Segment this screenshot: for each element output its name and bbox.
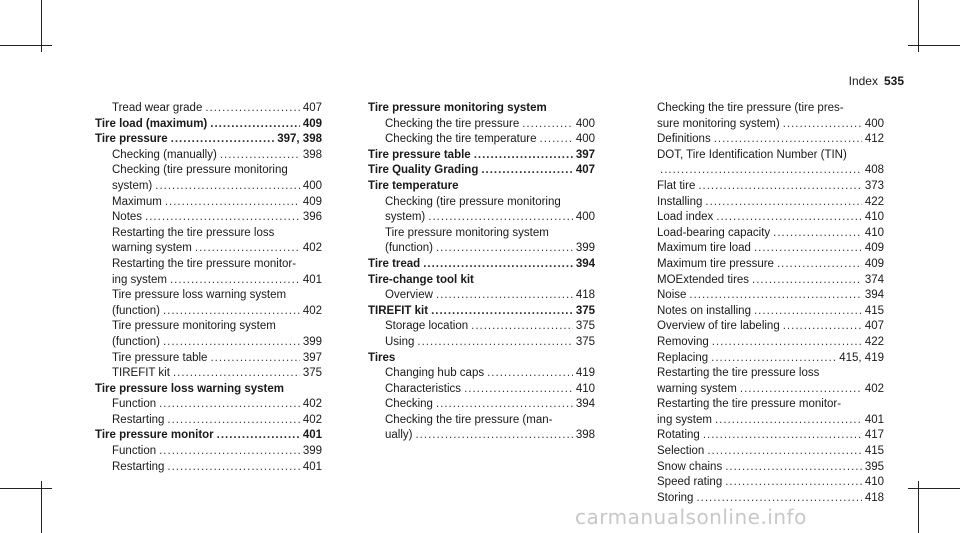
index-entry bbox=[368, 101, 595, 117]
index-entry bbox=[657, 210, 884, 226]
entry-term: Maximum tire pressure bbox=[657, 257, 774, 270]
entry-term: Checking (manually) bbox=[112, 148, 217, 161]
entry-term: Changing hub caps bbox=[385, 367, 485, 380]
index-entry bbox=[95, 273, 322, 289]
dot-leader bbox=[464, 382, 573, 398]
entry-term: Using bbox=[385, 335, 415, 348]
crop-mark bbox=[41, 481, 42, 533]
index-entry bbox=[368, 117, 595, 133]
entry-page-ref: 415, 419 bbox=[839, 351, 884, 364]
entry-term: Restarting bbox=[112, 413, 165, 426]
dot-leader bbox=[703, 428, 862, 444]
entry-term: warning system bbox=[657, 382, 737, 395]
entry-page-ref: 407 bbox=[302, 102, 322, 114]
page-number: 535 bbox=[883, 74, 904, 88]
entry-term: Selection bbox=[657, 445, 705, 458]
index-entry bbox=[95, 397, 322, 413]
entry-term: Function bbox=[112, 445, 157, 458]
entry-term: Rotating bbox=[657, 429, 700, 442]
entry-term: Restarting the tire pressure loss bbox=[657, 367, 820, 380]
index-entry bbox=[95, 132, 322, 148]
index-entry bbox=[368, 413, 595, 429]
entry-page-ref: 402 bbox=[302, 413, 322, 426]
entry-term: ing system bbox=[657, 413, 712, 426]
entry-term: Definitions bbox=[657, 133, 711, 146]
entry-term: Tire pressure loss warning system bbox=[95, 382, 284, 395]
dot-leader bbox=[783, 319, 862, 335]
dot-leader bbox=[754, 241, 862, 257]
entry-term: Checking the tire pressure (man- bbox=[385, 413, 553, 426]
dot-leader bbox=[145, 210, 300, 226]
entry-term: Tire-change tool kit bbox=[368, 273, 474, 286]
index-entry bbox=[368, 163, 595, 179]
index-entry bbox=[95, 428, 322, 444]
entry-page-ref: 396 bbox=[302, 211, 322, 224]
entry-term: Tire pressure monitoring system bbox=[368, 102, 547, 114]
entry-page-ref: 375 bbox=[575, 335, 595, 348]
entry-term: Replacing bbox=[657, 351, 709, 364]
crop-mark bbox=[0, 488, 52, 489]
entry-page-ref: 397 bbox=[302, 351, 322, 364]
entry-term: system) bbox=[385, 211, 426, 224]
dot-leader bbox=[210, 117, 300, 133]
entry-page-ref: 415 bbox=[864, 445, 884, 458]
index-entry bbox=[368, 288, 595, 304]
dot-leader bbox=[716, 210, 862, 226]
index-entry bbox=[657, 179, 884, 195]
entry-page-ref: 409 bbox=[302, 195, 322, 208]
entry-page-ref: 422 bbox=[864, 195, 884, 208]
entry-page-ref: 398 bbox=[302, 148, 322, 161]
entry-page-ref: 422 bbox=[864, 335, 884, 348]
dot-leader bbox=[783, 117, 862, 133]
entry-term: Checking (tire pressure monitoring bbox=[112, 164, 288, 177]
crop-mark bbox=[908, 488, 960, 489]
entry-term: Snow chains bbox=[657, 460, 723, 473]
entry-term: Storage location bbox=[385, 320, 469, 333]
index-entry bbox=[657, 475, 884, 491]
dot-leader bbox=[436, 397, 573, 413]
index-entry bbox=[657, 257, 884, 273]
index-entry bbox=[368, 241, 595, 257]
entry-term: (function) bbox=[112, 335, 160, 348]
entry-term: Flat tire bbox=[657, 179, 696, 192]
entry-page-ref: 407 bbox=[575, 164, 595, 177]
entry-page-ref: 419 bbox=[575, 367, 595, 380]
entry-term: TIREFIT kit bbox=[368, 304, 429, 317]
dot-leader bbox=[474, 148, 573, 164]
crop-mark bbox=[41, 0, 42, 52]
page-header bbox=[849, 74, 904, 88]
entry-page-ref: 374 bbox=[864, 273, 884, 286]
entry-term: ually) bbox=[385, 429, 413, 442]
entry-term: Checking the tire temperature bbox=[385, 133, 537, 146]
dot-leader bbox=[522, 117, 573, 133]
index-entry bbox=[368, 319, 595, 335]
index-entry bbox=[95, 148, 322, 164]
entry-page-ref: 401 bbox=[864, 413, 884, 426]
dot-leader bbox=[660, 163, 862, 179]
entry-term: Restarting the tire pressure loss bbox=[112, 226, 275, 239]
dot-leader bbox=[481, 163, 572, 179]
entry-page-ref: 417 bbox=[864, 429, 884, 442]
entry-term: Tread wear grade bbox=[112, 102, 203, 114]
dot-leader bbox=[740, 382, 862, 398]
index-entry bbox=[368, 195, 595, 211]
crop-mark bbox=[918, 0, 919, 52]
entry-term: Tire pressure monitor bbox=[95, 429, 214, 442]
entry-page-ref: 409 bbox=[864, 257, 884, 270]
index-entry bbox=[95, 319, 322, 335]
entry-page-ref: 402 bbox=[302, 242, 322, 255]
dot-leader bbox=[773, 226, 862, 242]
entry-term: DOT, Tire Identification Number (TIN) bbox=[657, 148, 847, 161]
entry-page-ref: 402 bbox=[864, 382, 884, 395]
entry-page-ref: 399 bbox=[302, 335, 322, 348]
index-entry bbox=[657, 397, 884, 413]
dot-leader bbox=[777, 257, 862, 273]
entry-term: Checking the tire pressure bbox=[385, 117, 520, 130]
entry-term: Restarting the tire pressure monitor- bbox=[657, 398, 842, 411]
dot-leader bbox=[752, 273, 862, 289]
index-entry bbox=[657, 226, 884, 242]
entry-page-ref: 409 bbox=[864, 242, 884, 255]
index-entry bbox=[95, 117, 322, 133]
entry-page-ref: 407 bbox=[864, 320, 884, 333]
dot-leader bbox=[417, 335, 572, 351]
index-entry bbox=[95, 335, 322, 351]
dot-leader bbox=[205, 101, 299, 117]
index-entry bbox=[657, 366, 884, 382]
entry-page-ref: 418 bbox=[575, 289, 595, 302]
entry-term: system) bbox=[112, 179, 153, 192]
index-entry bbox=[657, 132, 884, 148]
entry-term: Maximum tire load bbox=[657, 242, 751, 255]
entry-page-ref: 394 bbox=[575, 257, 595, 270]
entry-term: Tire tread bbox=[368, 257, 421, 270]
dot-leader bbox=[173, 366, 300, 382]
entry-page-ref: 375 bbox=[575, 320, 595, 333]
entry-term: Tire pressure bbox=[95, 133, 168, 146]
dot-leader bbox=[540, 132, 573, 148]
entry-term: Restarting the tire pressure monitor- bbox=[112, 257, 297, 270]
index-entry bbox=[95, 257, 322, 273]
entry-term: Maximum bbox=[112, 195, 162, 208]
index-entry bbox=[95, 101, 322, 117]
dot-leader bbox=[698, 179, 861, 195]
entry-term: Checking (tire pressure monitoring bbox=[385, 195, 561, 208]
entry-page-ref: 408 bbox=[864, 164, 884, 177]
index-entry bbox=[368, 179, 595, 195]
index-entry bbox=[95, 382, 322, 398]
index-entry bbox=[657, 444, 884, 460]
dot-leader bbox=[754, 304, 862, 320]
dot-leader bbox=[171, 132, 275, 148]
header-label: Index bbox=[848, 74, 878, 88]
entry-page-ref: 415 bbox=[864, 304, 884, 317]
index-entry bbox=[657, 428, 884, 444]
index-entry bbox=[95, 241, 322, 257]
dot-leader bbox=[423, 257, 573, 273]
index-entry bbox=[95, 413, 322, 429]
entry-term: ing system bbox=[112, 273, 167, 286]
entry-term: Tire pressure monitoring system bbox=[112, 320, 276, 333]
dot-leader bbox=[725, 460, 862, 476]
dot-leader bbox=[714, 132, 862, 148]
dot-leader bbox=[689, 288, 861, 304]
entry-page-ref: 375 bbox=[575, 304, 595, 317]
entry-page-ref: 410 bbox=[864, 211, 884, 224]
index-entry bbox=[368, 428, 595, 444]
entry-page-ref: 412 bbox=[864, 133, 884, 146]
index-entry bbox=[95, 366, 322, 382]
entry-page-ref: 409 bbox=[302, 117, 322, 130]
entry-term: Restarting bbox=[112, 460, 165, 473]
dot-leader bbox=[159, 444, 300, 460]
entry-page-ref: 402 bbox=[302, 398, 322, 411]
entry-page-ref: 400 bbox=[302, 179, 322, 192]
entry-term: Tire pressure loss warning system bbox=[112, 289, 287, 302]
entry-page-ref: 375 bbox=[302, 367, 322, 380]
entry-page-ref: 400 bbox=[575, 133, 595, 146]
dot-leader bbox=[707, 444, 862, 460]
entry-page-ref: 397 bbox=[575, 148, 595, 161]
dot-leader bbox=[431, 304, 573, 320]
entry-term: Notes bbox=[112, 211, 143, 224]
index-entry bbox=[657, 413, 884, 429]
index-entry bbox=[657, 460, 884, 476]
entry-term: warning system bbox=[112, 242, 192, 255]
entry-page-ref: 400 bbox=[575, 117, 595, 130]
entry-term: (function) bbox=[112, 304, 160, 317]
index-entry bbox=[657, 382, 884, 398]
dot-leader bbox=[155, 179, 300, 195]
index-entry bbox=[657, 288, 884, 304]
dot-leader bbox=[436, 288, 573, 304]
dot-leader bbox=[487, 366, 573, 382]
dot-leader bbox=[725, 475, 862, 491]
index-entry bbox=[657, 195, 884, 211]
entry-term: Notes on installing bbox=[657, 304, 751, 317]
index-entry bbox=[657, 117, 884, 133]
index-entry bbox=[657, 148, 884, 164]
dot-leader bbox=[712, 335, 862, 351]
index-entry bbox=[657, 241, 884, 257]
entry-page-ref: 398 bbox=[575, 429, 595, 442]
index-entry bbox=[657, 304, 884, 320]
index-entry bbox=[95, 226, 322, 242]
entry-term: Tire temperature bbox=[368, 179, 459, 192]
index-entry bbox=[95, 304, 322, 320]
dot-leader bbox=[428, 210, 573, 226]
entry-term: (function) bbox=[385, 242, 433, 255]
entry-page-ref: 394 bbox=[864, 289, 884, 302]
entry-term: Tire pressure table bbox=[368, 148, 471, 161]
index-entry bbox=[657, 319, 884, 335]
index-entry bbox=[95, 351, 322, 367]
entry-term: Tire Quality Grading bbox=[368, 164, 479, 177]
dot-leader bbox=[220, 148, 300, 164]
index-entry bbox=[368, 304, 595, 320]
index-entry bbox=[95, 444, 322, 460]
entry-page-ref: 401 bbox=[302, 460, 322, 473]
entry-page-ref: 397, 398 bbox=[277, 133, 322, 146]
entry-term: Speed rating bbox=[657, 476, 723, 489]
dot-leader bbox=[170, 273, 300, 289]
entry-page-ref: 401 bbox=[302, 273, 322, 286]
dot-leader bbox=[471, 319, 573, 335]
dot-leader bbox=[167, 413, 299, 429]
entry-term: Checking bbox=[385, 398, 433, 411]
dot-leader bbox=[163, 335, 300, 351]
entry-page-ref: 410 bbox=[864, 476, 884, 489]
index-entry bbox=[368, 148, 595, 164]
dot-leader bbox=[217, 428, 300, 444]
crop-mark bbox=[0, 45, 52, 46]
index-entry bbox=[95, 210, 322, 226]
dot-leader bbox=[163, 304, 300, 320]
index-entry bbox=[657, 335, 884, 351]
index-entry bbox=[95, 163, 322, 179]
index-entry bbox=[95, 460, 322, 476]
dot-leader bbox=[436, 241, 573, 257]
entry-term: Removing bbox=[657, 335, 709, 348]
index-entry bbox=[368, 366, 595, 382]
dot-leader bbox=[195, 241, 300, 257]
entry-page-ref: 373 bbox=[864, 179, 884, 192]
entry-term: Overview bbox=[385, 289, 433, 302]
entry-page-ref: 400 bbox=[864, 117, 884, 130]
entry-term: Function bbox=[112, 398, 157, 411]
crop-mark bbox=[908, 45, 960, 46]
entry-page-ref: 399 bbox=[302, 445, 322, 458]
index-entry bbox=[368, 226, 595, 242]
entry-term: Characteristics bbox=[385, 382, 462, 395]
index-entry bbox=[368, 210, 595, 226]
crop-mark bbox=[918, 481, 919, 533]
entry-term: Checking the tire pressure (tire pres- bbox=[657, 102, 844, 114]
dot-leader bbox=[159, 397, 300, 413]
dot-leader bbox=[705, 195, 861, 211]
entry-page-ref: 400 bbox=[575, 211, 595, 224]
index-entry bbox=[368, 257, 595, 273]
entry-term: Tires bbox=[368, 351, 396, 364]
entry-term: TIREFIT kit bbox=[112, 367, 170, 380]
entry-page-ref: 399 bbox=[575, 242, 595, 255]
entry-page-ref: 395 bbox=[864, 460, 884, 473]
dot-leader bbox=[165, 195, 300, 211]
entry-page-ref: 402 bbox=[302, 304, 322, 317]
entry-page-ref: 401 bbox=[302, 429, 322, 442]
index-entry bbox=[368, 351, 595, 367]
entry-term: Noise bbox=[657, 289, 687, 302]
dot-leader bbox=[167, 460, 299, 476]
index-entry bbox=[368, 273, 595, 289]
index-entry bbox=[368, 335, 595, 351]
entry-term: Storing bbox=[657, 491, 694, 504]
index-entry bbox=[95, 179, 322, 195]
entry-term: Installing bbox=[657, 195, 703, 208]
entry-term: Load index bbox=[657, 211, 714, 224]
dot-leader bbox=[711, 351, 836, 367]
entry-term: Load-bearing capacity bbox=[657, 226, 771, 239]
entry-page-ref: 410 bbox=[575, 382, 595, 395]
index-entry bbox=[368, 132, 595, 148]
entry-term: MOExtended tires bbox=[657, 273, 750, 286]
entry-term: sure monitoring system) bbox=[657, 117, 780, 130]
index-entry bbox=[657, 163, 884, 179]
dot-leader bbox=[415, 428, 572, 444]
entry-term: Tire pressure monitoring system bbox=[385, 226, 549, 239]
dot-leader bbox=[715, 413, 862, 429]
index-entry bbox=[657, 273, 884, 289]
index-column-2 bbox=[368, 101, 595, 444]
index-entry bbox=[368, 397, 595, 413]
entry-term: Tire load (maximum) bbox=[95, 117, 208, 130]
watermark: carmanualsonline.info bbox=[575, 505, 807, 529]
index-entry bbox=[657, 101, 884, 117]
entry-term: Overview of tire labeling bbox=[657, 320, 780, 333]
dot-leader bbox=[210, 351, 299, 367]
index-column-3 bbox=[657, 101, 884, 506]
entry-page-ref: 394 bbox=[575, 398, 595, 411]
index-column-1 bbox=[95, 101, 322, 475]
entry-term: Tire pressure table bbox=[112, 351, 208, 364]
index-entry bbox=[368, 382, 595, 398]
index-entry bbox=[95, 195, 322, 211]
entry-page-ref: 410 bbox=[864, 226, 884, 239]
index-entry bbox=[95, 288, 322, 304]
entry-page-ref: 418 bbox=[864, 491, 884, 504]
index-entry bbox=[657, 351, 884, 367]
